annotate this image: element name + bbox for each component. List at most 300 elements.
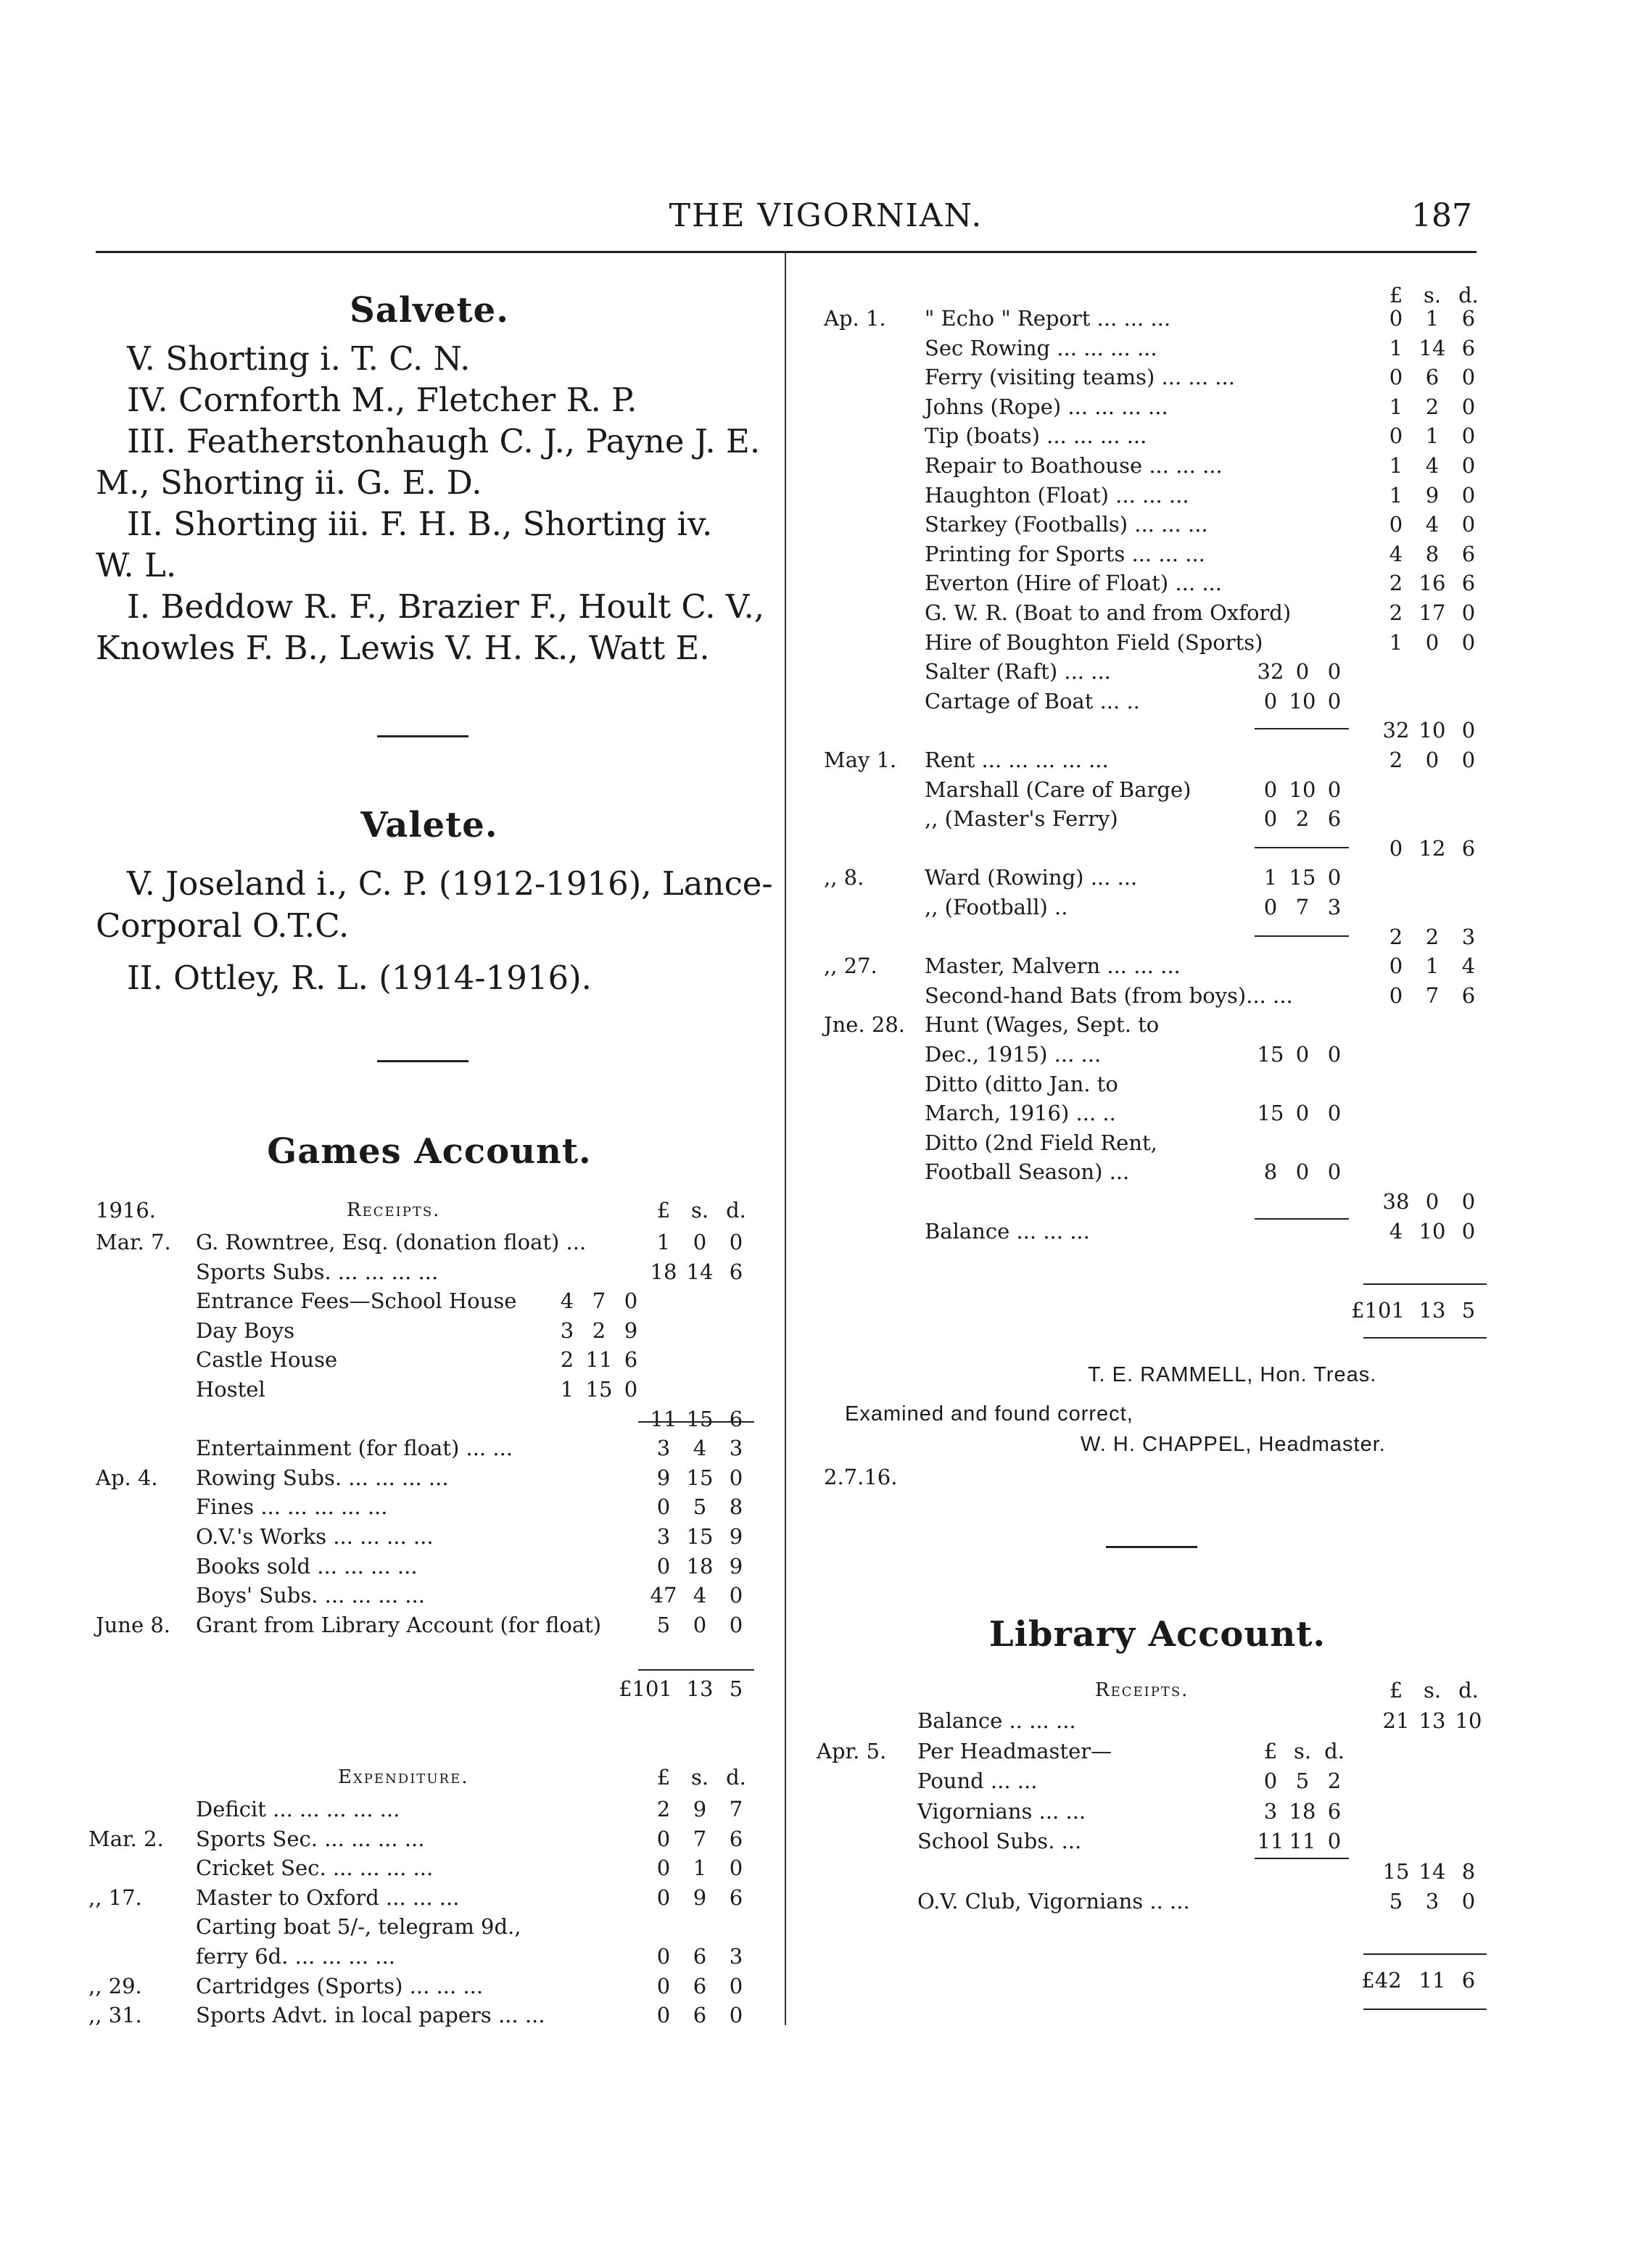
pence-heading: d.	[726, 1198, 746, 1223]
row-shillings: 1	[1425, 954, 1440, 979]
row-shillings: 17	[1418, 600, 1446, 625]
row-date: Jne. 28.	[824, 1012, 906, 1038]
row-pounds: 2	[1389, 571, 1403, 596]
row-shillings: 9	[1425, 482, 1440, 508]
row-pence: 0	[729, 1465, 743, 1490]
row-pence: 6	[729, 1259, 743, 1284]
pence-heading: d.	[1458, 1678, 1479, 1703]
row-item: Fines ... ... ... ... ...	[196, 1494, 388, 1520]
row-sub-pounds: 15	[1257, 1042, 1284, 1067]
row-shillings: 0	[1425, 629, 1440, 655]
shillings-heading: s.	[1423, 283, 1442, 307]
row-shillings: 15	[686, 1524, 714, 1549]
games-expenditure-total-pence: 5	[1461, 1298, 1476, 1323]
row-item: Second-hand Bats (from boys)... ...	[925, 983, 1293, 1008]
row-pence: 6	[1461, 571, 1476, 596]
pence-heading: d.	[1458, 283, 1479, 307]
pounds-heading: £	[656, 1198, 671, 1223]
subtotal-rule	[1255, 728, 1349, 729]
row-pounds: 4	[1389, 1218, 1403, 1244]
row-pence: 7	[729, 1797, 743, 1821]
row-pounds: 3	[656, 1524, 671, 1549]
subtotal-rule	[1255, 1858, 1349, 1859]
row-pounds: 0	[1389, 835, 1403, 861]
row-date: ,, 8.	[824, 865, 864, 890]
row-pence: 0	[1461, 394, 1476, 419]
row-sub-pounds: 0	[1263, 688, 1278, 713]
salvete-line: V. Shorting i. T. C. N.	[127, 339, 471, 378]
row-shillings: 16	[1418, 571, 1446, 596]
pence-heading: d.	[726, 1765, 746, 1790]
row-shillings: 6	[693, 1973, 707, 1998]
total-rule	[1363, 2009, 1487, 2010]
row-pounds: 18	[650, 1259, 677, 1284]
row-sub-shillings: 18	[1289, 1798, 1316, 1824]
row-pence: 0	[729, 1856, 743, 1881]
row-item: Entrance Fees—School House	[196, 1288, 517, 1314]
row-pence: 0	[1461, 512, 1476, 537]
row-sub-pence: 0	[1327, 659, 1342, 684]
row-pounds: 3	[656, 1436, 671, 1461]
row-shillings: 6	[693, 1944, 707, 1969]
row-pence: 6	[1461, 541, 1476, 566]
row-pounds: 1	[1389, 335, 1403, 360]
games-receipts-heading: Receipts.	[347, 1199, 441, 1221]
row-pence: 0	[729, 2003, 743, 2028]
header-rule	[96, 251, 1477, 253]
row-sub-pence: 0	[1327, 1159, 1342, 1185]
row-sub-pence: 0	[1327, 1829, 1342, 1853]
row-item: G. W. R. (Boat to and from Oxford)	[925, 600, 1292, 625]
row-pence: 4	[1461, 954, 1476, 979]
row-date: ,, 29.	[88, 1973, 142, 1998]
row-item: Marshall (Care of Barge)	[925, 777, 1191, 802]
row-sub-pounds: 0	[1263, 806, 1278, 832]
salvete-line: I. Beddow R. F., Brazier F., Hoult C. V.,	[127, 587, 765, 626]
row-pounds: 15	[1382, 1858, 1410, 1884]
pounds-heading: £	[1389, 283, 1403, 307]
row-shillings: 5	[693, 1494, 707, 1520]
valete-line: V. Joseland i., C. P. (1912-1916), Lance-	[127, 864, 773, 903]
row-pounds: 0	[1389, 365, 1403, 390]
row-date: May 1.	[824, 748, 897, 772]
salvete-line: M., Shorting ii. G. E. D.	[96, 463, 482, 502]
salvete-line: W. L.	[96, 546, 177, 584]
row-sub-shillings: 10	[1289, 688, 1316, 713]
row-pounds: 0	[656, 1494, 671, 1520]
row-item: Sec Rowing ... ... ... ...	[925, 335, 1157, 360]
row-item: Everton (Hire of Float) ... ...	[925, 571, 1222, 596]
row-pence: 0	[1461, 748, 1476, 772]
row-item: Football Season) ...	[925, 1159, 1130, 1185]
date-signed: 2.7.16.	[824, 1465, 898, 1489]
row-item: Repair to Boathouse ... ... ...	[925, 453, 1223, 478]
row-sub-pounds: 0	[1263, 777, 1278, 802]
row-item: Rent ... ... ... ... ...	[925, 748, 1109, 772]
library-total-pounds: £42	[1361, 1968, 1402, 1993]
row-shillings: 4	[1425, 512, 1440, 537]
row-shillings: 2	[1425, 394, 1440, 419]
row-shillings: 4	[1425, 453, 1440, 478]
row-pounds: 0	[656, 1856, 671, 1881]
row-pounds: 0	[1389, 954, 1403, 979]
row-item: Cartage of Boat ... ..	[925, 688, 1140, 713]
total-rule	[1363, 1337, 1487, 1339]
row-shillings: 4	[693, 1583, 707, 1608]
row-pence: 0	[1461, 1189, 1476, 1214]
row-item: Pound ... ...	[917, 1769, 1038, 1793]
row-item: Ditto (2nd Field Rent,	[925, 1130, 1157, 1155]
row-pence: 10	[1455, 1708, 1482, 1733]
valete-title: Valete.	[360, 805, 498, 845]
row-pounds: 2	[1389, 600, 1403, 625]
row-pence: 8	[729, 1494, 743, 1520]
row-shillings: 14	[1418, 335, 1446, 360]
row-pounds: 5	[656, 1612, 671, 1637]
row-item: Castle House	[196, 1347, 338, 1373]
games-receipts-total-pounds: £101	[619, 1676, 672, 1701]
shillings-heading: s.	[690, 1765, 709, 1790]
row-pence: 0	[1461, 600, 1476, 625]
row-shillings: 14	[686, 1259, 714, 1284]
row-pence: 6	[1461, 335, 1476, 360]
row-item: Tip (boats) ... ... ... ...	[925, 423, 1147, 449]
row-item: ,, (Master's Ferry)	[925, 806, 1118, 832]
row-sub-pounds: 4	[560, 1288, 574, 1314]
row-sub-shillings: 11	[1289, 1829, 1316, 1853]
row-pounds: 21	[1382, 1708, 1410, 1733]
row-pence: 0	[1461, 423, 1476, 449]
row-sub-shillings: 15	[1289, 865, 1316, 890]
shillings-heading: s.	[1423, 1678, 1442, 1703]
games-title: Games Account.	[267, 1131, 592, 1172]
row-pounds: 11	[650, 1406, 677, 1431]
row-item: Master, Malvern ... ... ...	[925, 954, 1181, 979]
row-item: Dec., 1915) ... ...	[925, 1042, 1102, 1067]
valete-line: II. Ottley, R. L. (1914-1916).	[127, 959, 592, 997]
row-pounds: 9	[656, 1465, 671, 1490]
row-item: Sports Advt. in local papers ... ...	[196, 2003, 545, 2028]
row-item: Cartridges (Sports) ... ... ...	[196, 1973, 484, 1998]
games-receipts-total-shillings: 13	[686, 1676, 714, 1701]
row-pence: 0	[729, 1230, 743, 1254]
row-sub-shillings: 5	[1295, 1769, 1310, 1793]
row-sub-pounds: 3	[1263, 1798, 1278, 1824]
row-sub-pounds: 1	[1263, 865, 1278, 890]
row-item: " Echo " Report ... ... ...	[925, 306, 1171, 331]
row-date: ,, 27.	[824, 954, 877, 979]
games-expenditure-total-shillings: 13	[1418, 1298, 1446, 1323]
row-shillings: 6	[1425, 365, 1440, 390]
row-pence: 0	[1461, 365, 1476, 390]
shillings-heading: s.	[690, 1198, 709, 1223]
row-item: Johns (Rope) ... ... ... ...	[925, 394, 1168, 419]
row-sub-pounds: £	[1263, 1738, 1278, 1763]
row-shillings: 0	[693, 1230, 707, 1254]
row-item: Grant from Library Account (for float)	[196, 1612, 602, 1637]
row-pence: 6	[729, 1406, 743, 1431]
row-sub-pence: 6	[1327, 1798, 1342, 1824]
valete-line: Corporal O.T.C.	[96, 906, 350, 945]
row-item: Sports Subs. ... ... ... ...	[196, 1259, 439, 1284]
row-item: Sports Sec. ... ... ... ...	[196, 1826, 425, 1851]
row-item: Master to Oxford ... ... ...	[196, 1885, 460, 1910]
row-pounds: 32	[1382, 718, 1410, 743]
total-rule	[1363, 1953, 1487, 1955]
row-date: Ap. 4.	[96, 1465, 158, 1490]
row-date: June 8.	[96, 1612, 171, 1637]
row-sub-pence: 0	[624, 1288, 638, 1314]
row-item: March, 1916) ... ..	[925, 1101, 1116, 1126]
row-item: G. Rowntree, Esq. (donation float) ...	[196, 1230, 587, 1254]
row-shillings: 2	[1425, 924, 1440, 949]
row-date: Mar. 2.	[88, 1826, 164, 1851]
row-item: Balance ... ... ...	[925, 1218, 1090, 1244]
row-pounds: 1	[1389, 482, 1403, 508]
examined-note: Examined and found correct,	[845, 1402, 1133, 1426]
row-shillings: 3	[1425, 1889, 1440, 1914]
row-pounds: 1	[1389, 453, 1403, 478]
row-pounds: 0	[1389, 512, 1403, 537]
treasurer-signature: T. E. RAMMELL, Hon. Treas.	[1088, 1363, 1377, 1386]
row-sub-pounds: 0	[1263, 895, 1278, 919]
row-sub-shillings: 10	[1289, 777, 1316, 802]
row-item: School Subs. ...	[917, 1829, 1082, 1853]
row-item: Cricket Sec. ... ... ... ...	[196, 1856, 434, 1881]
row-pence: 0	[1461, 718, 1476, 743]
total-rule	[638, 1669, 754, 1671]
row-item: Ferry (visiting teams) ... ... ...	[925, 365, 1235, 390]
row-shillings: 0	[1425, 1189, 1440, 1214]
row-pence: 6	[729, 1826, 743, 1851]
row-sub-shillings: s.	[1293, 1738, 1312, 1763]
row-sub-pence: 6	[624, 1347, 638, 1373]
row-sub-shillings: 0	[1295, 1159, 1310, 1185]
row-sub-pounds: 2	[560, 1347, 574, 1373]
row-item: Day Boys	[196, 1318, 295, 1343]
salvete-line: Knowles F. B., Lewis V. H. K., Watt E.	[96, 629, 710, 667]
row-pounds: 5	[1389, 1889, 1403, 1914]
row-shillings: 1	[1425, 306, 1440, 331]
row-pence: 6	[1461, 835, 1476, 861]
row-sub-pence: 0	[1327, 688, 1342, 713]
section-rule	[377, 735, 468, 737]
row-shillings: 7	[1425, 983, 1440, 1008]
pounds-heading: £	[656, 1765, 671, 1790]
row-shillings: 1	[1425, 423, 1440, 449]
row-sub-pounds: 1	[560, 1377, 574, 1402]
row-sub-pounds: 3	[560, 1318, 574, 1343]
row-pence: 6	[729, 1885, 743, 1910]
salvete-title: Salvete.	[350, 290, 509, 331]
subtotal-rule	[638, 1421, 754, 1423]
row-item: Carting boat 5/-, telegram 9d.,	[196, 1914, 521, 1940]
games-expenditure-total-pounds: £101	[1351, 1298, 1405, 1323]
row-pounds: 0	[1389, 306, 1403, 331]
headmaster-signature: W. H. CHAPPEL, Headmaster.	[1081, 1433, 1386, 1456]
row-sub-shillings: 11	[585, 1347, 613, 1373]
row-pence: 3	[729, 1436, 743, 1461]
row-sub-pence: 0	[1327, 777, 1342, 802]
row-shillings: 9	[693, 1797, 707, 1821]
row-pence: 9	[729, 1524, 743, 1549]
row-date: ,, 31.	[88, 2003, 142, 2028]
row-item: O.V.'s Works ... ... ... ...	[196, 1524, 434, 1549]
row-pence: 8	[1461, 1858, 1476, 1884]
games-year: 1916.	[96, 1198, 157, 1223]
row-shillings: 4	[693, 1436, 707, 1461]
row-item: Boys' Subs. ... ... ... ...	[196, 1583, 425, 1608]
row-item: Balance .. ... ...	[917, 1708, 1076, 1733]
row-sub-shillings: 2	[1295, 806, 1310, 832]
column-divider	[785, 252, 786, 2025]
row-item: Vigornians ... ...	[917, 1798, 1086, 1824]
row-pounds: 2	[1389, 748, 1403, 772]
row-item: Ward (Rowing) ... ...	[925, 865, 1138, 890]
row-pounds: 47	[650, 1583, 677, 1608]
page-number: 187	[1411, 197, 1472, 234]
row-pence: 0	[1461, 1218, 1476, 1244]
row-pounds: 0	[656, 1944, 671, 1969]
row-item: Books sold ... ... ... ...	[196, 1553, 418, 1579]
row-sub-pounds: 32	[1257, 659, 1284, 684]
row-date: ,, 17.	[88, 1885, 142, 1910]
row-sub-shillings: 7	[592, 1288, 606, 1314]
row-pence: 3	[729, 1944, 743, 1969]
row-pounds: 0	[656, 1553, 671, 1579]
row-pounds: 1	[1389, 629, 1403, 655]
row-shillings: 7	[693, 1826, 707, 1851]
row-item: ,, (Football) ..	[925, 895, 1068, 919]
row-pounds: 1	[1389, 394, 1403, 419]
row-sub-pence: 3	[1327, 895, 1342, 919]
row-pounds: 0	[656, 1885, 671, 1910]
library-total-pence: 6	[1461, 1968, 1476, 1993]
row-item: Ditto (ditto Jan. to	[925, 1071, 1118, 1096]
salvete-line: II. Shorting iii. F. H. B., Shorting iv.	[127, 505, 713, 543]
row-sub-pence: 2	[1327, 1769, 1342, 1793]
row-item: Per Headmaster—	[917, 1738, 1112, 1763]
games-expenditure-heading: Expenditure.	[338, 1766, 469, 1788]
row-pence: 0	[1461, 453, 1476, 478]
row-shillings: 8	[1425, 541, 1440, 566]
row-shillings: 1	[693, 1856, 707, 1881]
row-shillings: 18	[686, 1553, 714, 1579]
row-pence: 0	[729, 1973, 743, 1998]
row-pounds: 2	[1389, 924, 1403, 949]
row-shillings: 15	[686, 1465, 714, 1490]
row-shillings: 10	[1418, 718, 1446, 743]
row-sub-pence: d.	[1324, 1738, 1345, 1763]
row-item: Salter (Raft) ... ...	[925, 659, 1111, 684]
pounds-heading: £	[1389, 1678, 1403, 1703]
row-pounds: 1	[656, 1230, 671, 1254]
library-title: Library Account.	[988, 1614, 1326, 1655]
row-shillings: 12	[1418, 835, 1446, 861]
salvete-line: III. Featherstonhaugh C. J., Payne J. E.	[127, 422, 761, 460]
row-sub-pence: 6	[1327, 806, 1342, 832]
row-date: Apr. 5.	[817, 1738, 887, 1763]
row-sub-pence: 9	[624, 1318, 638, 1343]
row-pence: 9	[729, 1553, 743, 1579]
row-item: Starkey (Footballs) ... ... ...	[925, 512, 1208, 537]
row-shillings: 6	[693, 2003, 707, 2028]
row-sub-pounds: 0	[1263, 1769, 1278, 1793]
row-pence: 0	[729, 1612, 743, 1637]
row-item: Rowing Subs. ... ... ... ...	[196, 1465, 449, 1490]
row-shillings: 0	[1425, 748, 1440, 772]
row-pounds: 0	[656, 1826, 671, 1851]
row-shillings: 0	[693, 1612, 707, 1637]
row-pounds: 0	[1389, 983, 1403, 1008]
row-item: O.V. Club, Vigornians .. ...	[917, 1889, 1190, 1914]
row-sub-shillings: 2	[592, 1318, 606, 1343]
row-shillings: 9	[693, 1885, 707, 1910]
page-header-title: THE VIGORNIAN.	[669, 197, 983, 234]
row-sub-pence: 0	[624, 1377, 638, 1402]
row-shillings: 10	[1418, 1218, 1446, 1244]
subtotal-rule	[1255, 1218, 1349, 1220]
row-pence: 0	[1461, 1889, 1476, 1914]
row-item: Hunt (Wages, Sept. to	[925, 1012, 1160, 1038]
row-pounds: 0	[656, 1973, 671, 1998]
row-sub-shillings: 15	[585, 1377, 613, 1402]
row-item: Hostel	[196, 1377, 265, 1402]
row-pence: 3	[1461, 924, 1476, 949]
row-item: Printing for Sports ... ... ...	[925, 541, 1205, 566]
row-pence: 6	[1461, 983, 1476, 1008]
row-item: Deficit ... ... ... ... ...	[196, 1797, 400, 1821]
row-pence: 6	[1461, 306, 1476, 331]
library-total-shillings: 11	[1418, 1968, 1446, 1993]
row-pence: 0	[1461, 629, 1476, 655]
row-pounds: 38	[1382, 1189, 1410, 1214]
row-item: Entertainment (for float) ... ...	[196, 1436, 513, 1461]
row-sub-shillings: 0	[1295, 1042, 1310, 1067]
subtotal-rule	[1255, 935, 1349, 937]
row-date: Mar. 7.	[96, 1230, 171, 1254]
row-sub-shillings: 0	[1295, 659, 1310, 684]
total-rule	[1363, 1283, 1487, 1285]
row-sub-pence: 0	[1327, 1042, 1342, 1067]
row-item: Hire of Boughton Field (Sports)	[925, 629, 1263, 655]
row-shillings: 14	[1418, 1858, 1446, 1884]
row-sub-pence: 0	[1327, 865, 1342, 890]
games-receipts-total-pence: 5	[729, 1676, 743, 1701]
row-sub-shillings: 0	[1295, 1101, 1310, 1126]
row-pounds: 0	[1389, 423, 1403, 449]
row-sub-pounds: 8	[1263, 1159, 1278, 1185]
row-sub-pence: 0	[1327, 1101, 1342, 1126]
row-item: Haughton (Float) ... ... ...	[925, 482, 1189, 508]
row-pounds: 0	[656, 2003, 671, 2028]
row-pence: 0	[1461, 482, 1476, 508]
row-date: Ap. 1.	[824, 306, 886, 331]
salvete-line: IV. Cornforth M., Fletcher R. P.	[127, 381, 637, 419]
row-sub-pounds: 15	[1257, 1101, 1284, 1126]
row-pence: 0	[729, 1583, 743, 1608]
row-pounds: 4	[1389, 541, 1403, 566]
library-receipts-heading: Receipts.	[1095, 1679, 1189, 1701]
row-shillings: 13	[1418, 1708, 1446, 1733]
row-shillings: 15	[686, 1406, 714, 1431]
row-item: ferry 6d. ... ... ... ...	[196, 1944, 395, 1969]
section-rule	[1106, 1546, 1197, 1548]
row-sub-pounds: 11	[1257, 1829, 1284, 1853]
section-rule	[377, 1060, 468, 1062]
subtotal-rule	[1255, 847, 1349, 848]
row-pounds: 2	[656, 1797, 671, 1821]
